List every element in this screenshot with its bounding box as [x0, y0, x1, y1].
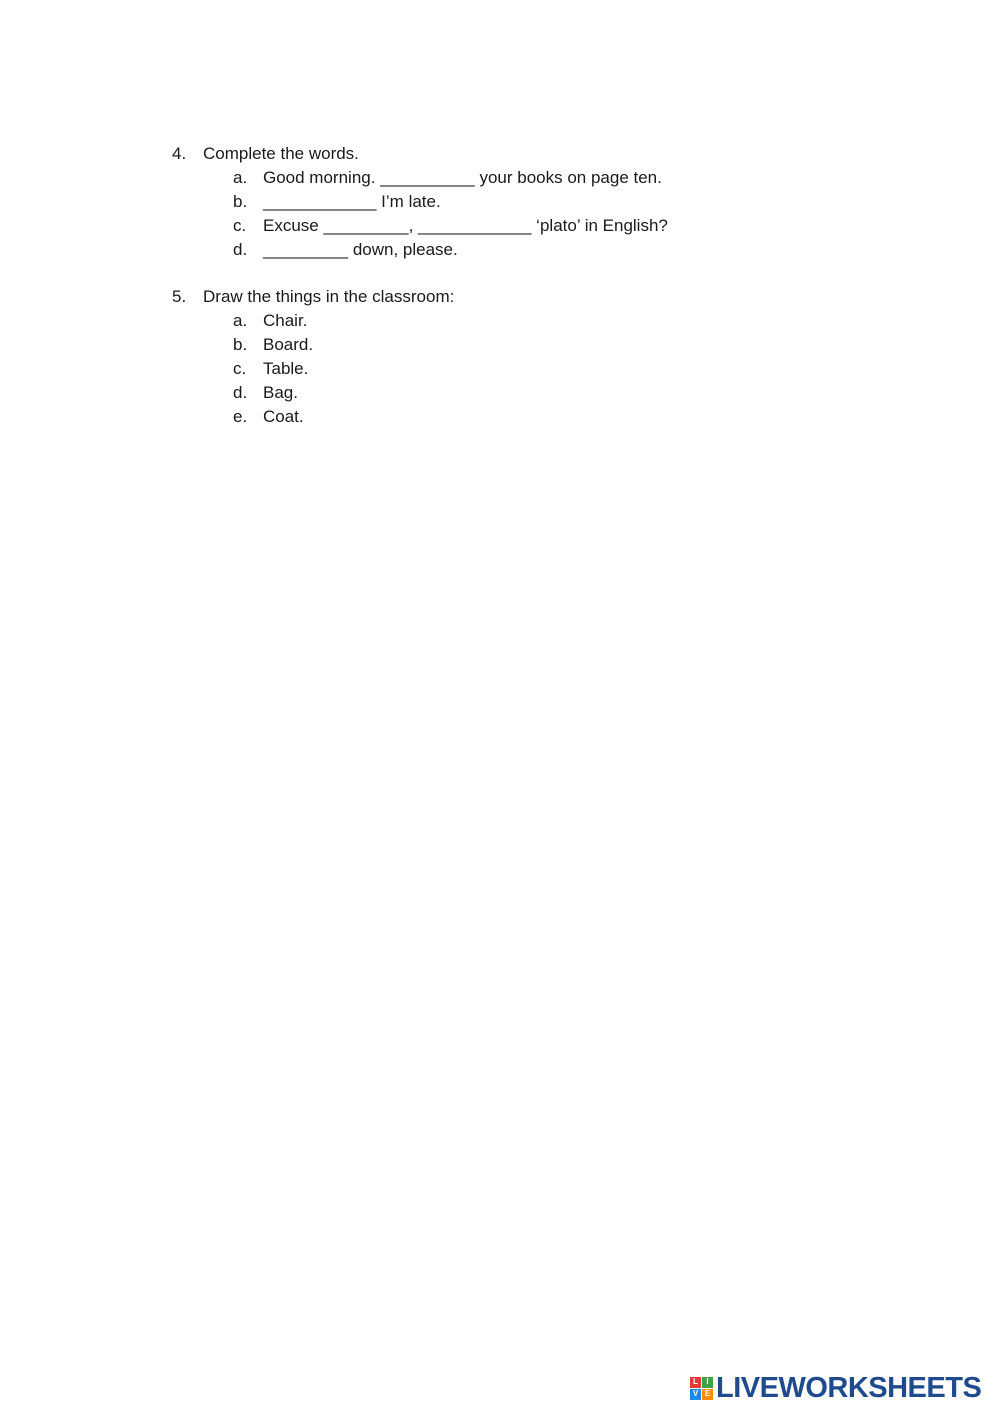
list-item	[233, 214, 668, 238]
question-4-number: 4.	[172, 144, 187, 163]
item-letter: a.	[233, 311, 248, 330]
logo-mark-cell: I	[702, 1377, 713, 1388]
list-item	[233, 357, 454, 381]
item-letter: b.	[233, 192, 248, 211]
item-text: Board.	[263, 335, 314, 354]
list-item	[233, 405, 454, 429]
question-5-header	[172, 285, 454, 309]
item-text: Excuse _________, ____________ ‘plato’ in English?	[263, 216, 668, 235]
item-letter: d.	[233, 383, 248, 402]
item-letter: b.	[233, 335, 248, 354]
question-4-header	[172, 142, 668, 166]
question-5-title: Draw the things in the classroom:	[203, 287, 455, 306]
list-item	[233, 238, 668, 262]
item-text: Coat.	[263, 407, 304, 426]
item-letter: c.	[233, 359, 247, 378]
list-item	[233, 333, 454, 357]
question-4-title: Complete the words.	[203, 144, 359, 163]
item-text: Chair.	[263, 311, 308, 330]
question-5	[172, 285, 454, 429]
list-item	[233, 166, 668, 190]
list-item	[233, 309, 454, 333]
item-letter: a.	[233, 168, 248, 187]
logo-wordmark: LIVEWORKSHEETS	[716, 1371, 982, 1404]
logo-mark-cell: L	[690, 1377, 701, 1388]
item-letter: c.	[233, 216, 247, 235]
list-item	[233, 381, 454, 405]
question-5-items	[172, 309, 454, 429]
item-text: _________ down, please.	[263, 240, 458, 259]
item-text: ____________ I’m late.	[263, 192, 441, 211]
question-4	[172, 142, 668, 262]
item-letter: e.	[233, 407, 248, 426]
logo-mark-cell: E	[702, 1389, 713, 1400]
item-letter: d.	[233, 240, 248, 259]
list-item	[233, 190, 668, 214]
question-4-items	[172, 166, 668, 262]
item-text: Bag.	[263, 383, 298, 402]
question-5-number: 5.	[172, 287, 187, 306]
liveworksheets-logo	[690, 1373, 981, 1403]
logo-mark-icon	[690, 1377, 713, 1400]
item-text: Good morning. __________ your books on page ten.	[263, 168, 662, 187]
logo-mark-cell: V	[690, 1389, 701, 1400]
item-text: Table.	[263, 359, 309, 378]
